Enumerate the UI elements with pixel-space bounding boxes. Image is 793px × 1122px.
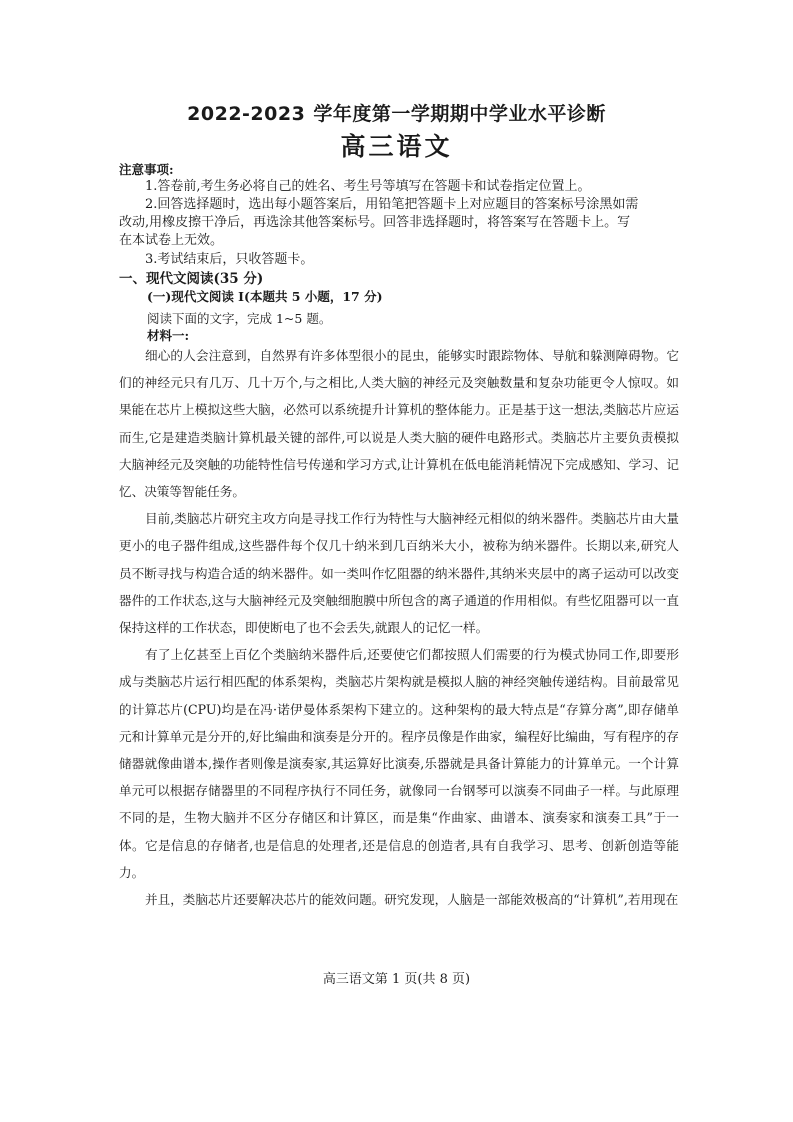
instruction: 阅读下面的文字，完成 1~5 题。 [147,311,332,326]
paragraph: 并且，类脑芯片还要解决芯片的能效问题。研究发现，人脑是一部能效极高的“计算机”,若用现在 [145,892,679,908]
notice-item-3: 3.考试结束后，只收答题卡。 [145,252,314,267]
exam-title-text: 学年度第一学期期中学业水平诊断 [313,103,606,125]
page-footer: 高三语文第 1 页(共 8 页) [322,972,471,987]
article-body [119,342,679,913]
exam-year: 2022-2023 [187,103,306,125]
exam-title [0,99,793,126]
section-heading: 一、现代文阅读(35 分) [119,271,264,287]
material-label: 材料一: [147,328,190,343]
paragraph: 有了上亿甚至上百亿个类脑纳米器件后,还要使它们都按照人们需要的行为模式协同工作,即要形成与类脑芯片运行相匹配的体系架构，类脑芯片架构就是模拟人脑的神经突触传递结构。目前最常见的计算芯片(CPU)均是在冯·诺伊曼体系架构下建立的。这种架构的最大特点是“存算分离”,即存储单元和计算单元是分开的,好比编曲和演奏是分开的。程序员像是作曲家，编程好比编曲，写有程序的存储器就像曲谱本,操作者则像是演奏家,其运算好比演奏,乐器就是具备计算能力的计算单元。一个计算单元可以根据存储器里的不同程序执行不同任务，就像同一台钢琴可以演奏不同曲子一样。与此原理不同的是，生物大脑并不区分存储区和计算区，而是集“作曲家、曲谱本、演奏家和演奏工具”于一体。它是信息的存储者,也是信息的处理者,还是信息的创造者,具有自我学习、思考、创新创造等能力。 [119,647,679,880]
notice-item-2-end: 在本试卷上无效。 [119,233,224,248]
subject-title: 高三语文 [340,132,453,161]
paragraph: 细心的人会注意到，自然界有许多体型很小的昆虫，能够实时跟踪物体、导航和躲测障碍物。它们的神经元只有几万、几十万个,与之相比,人类大脑的神经元及突触数量和复杂功能更令人惊叹。如果能在芯片上模拟这些大脑，必然可以系统提升计算机的整体能力。正是基于这一想法,类脑芯片应运而生,它是建造类脑计算机最关键的部件,可以说是人类大脑的硬件电路形式。类脑芯片主要负责模拟大脑神经元及突触的功能特性信号传递和学习方式,让计算机在低电能消耗情况下完成感知、学习、记忆、决策等智能任务。 [119,348,679,500]
notice-heading: 注意事项: [119,162,174,177]
notice-item-1: 1.答卷前,考生务必将自己的姓名、考生号等填写在答题卡和试卷指定位置上。 [145,179,591,194]
subsection-heading: (一)现代文阅读 I(本题共 5 小题，17 分) [147,289,383,304]
notice-item-2: 2.回答选择题时，选出每小题答案后，用铅笔把答题卡上对应题目的答案标号涂黑如需 [145,197,639,212]
notice-item-2-cont: 改动,用橡皮擦干净后，再选涂其他答案标号。回答非选择题时，将答案写在答题卡上。写 [119,215,631,230]
paragraph: 目前,类脑芯片研究主攻方向是寻找工作行为特性与大脑神经元相似的纳米器件。类脑芯片由大量更小的电子器件组成,这些器件每个仅几十纳米到几百纳米大小，被称为纳米器件。长期以来,研究人员不断寻找与构造合适的纳米器件。如一类叫作忆阻器的纳米器件,其纳米夹层中的离子运动可以改变器件的工作状态,这与大脑神经元及突触细胞膜中所包含的离子通道的作用相似。有些忆阻器可以一直保持这样的工作状态，即使断电了也不会丢失,就跟人的记忆一样。 [119,511,679,636]
